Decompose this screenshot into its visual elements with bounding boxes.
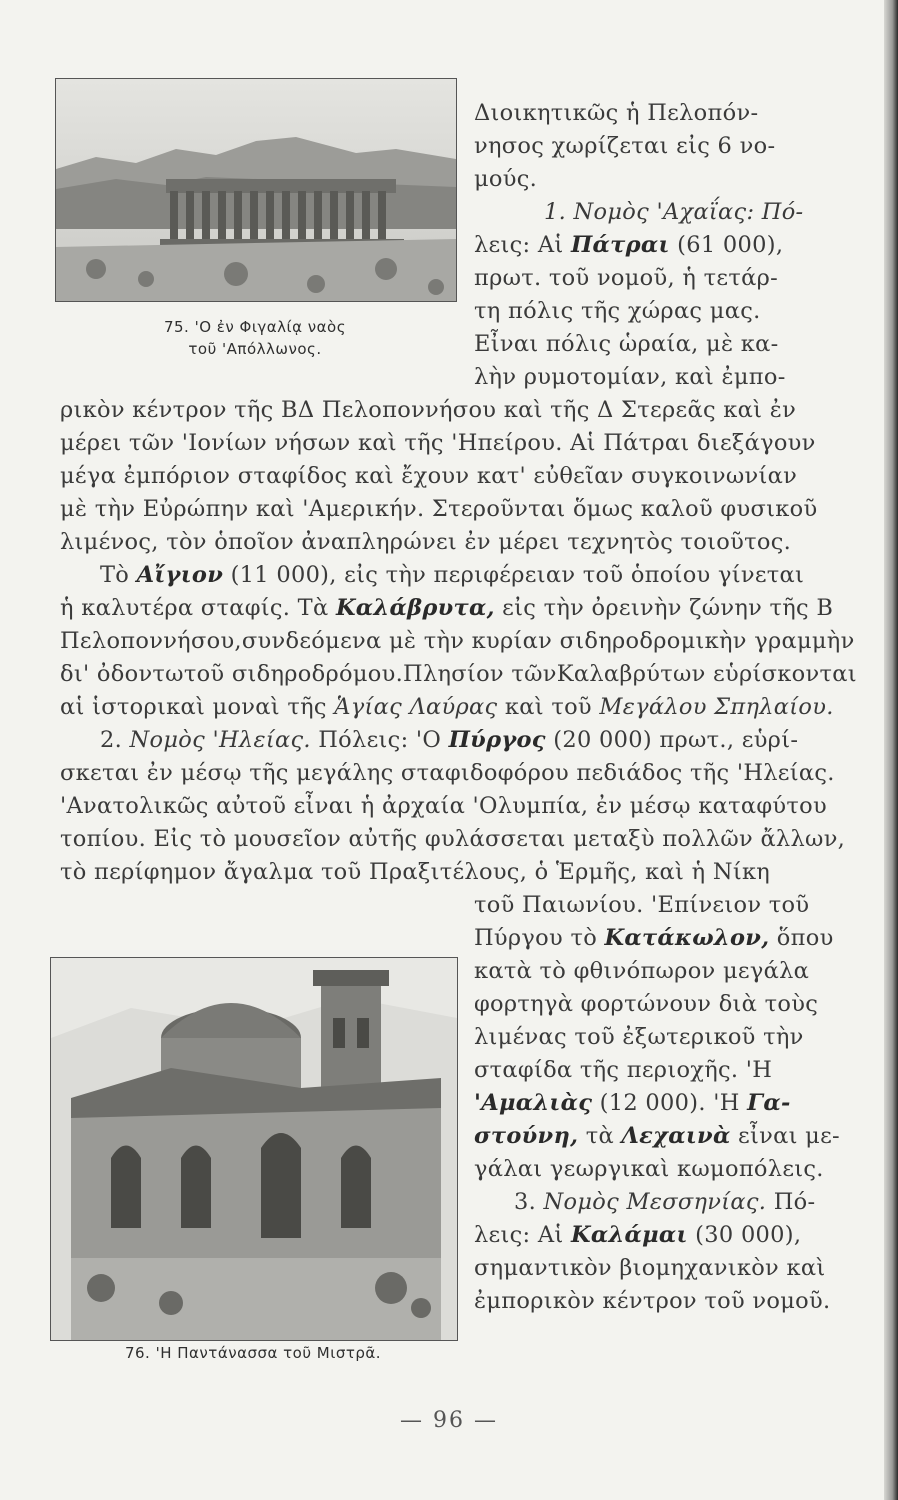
text-line: τὸ περίφημον ἄγαλμα τοῦ Πραξιτέλους, ὁ Ἑρμῆς, καὶ ἡ Νίκη [60,859,771,885]
text-line: σταφίδα τῆς περιοχῆς. 'Η [474,1057,773,1083]
text-line: μέρει τῶν 'Ιονίων νήσων καὶ τῆς 'Ηπείρου. Αἱ Πάτραι διεξάγουν [60,430,816,456]
text-line: λιμένας τοῦ ἐξωτερικοῦ τὴν [474,1024,804,1050]
text-line: δι' ὀδοντωτοῦ σιδηροδρόμου.Πλησίον τῶνΚαλαβρύτων εὑρίσκονται [60,661,857,687]
text-line: λὴν ρυμοτομίαν, καὶ ἐμπο- [474,364,786,390]
text-line: Τὸ Αἴγιον (11 000), εἰς τὴν περιφέρειαν τοῦ ὁποίου γίνεται [100,562,805,588]
figure-75-caption [60,316,450,360]
page-number: — 96 — [400,1408,498,1433]
text-line: μούς. [474,166,538,192]
text-line: τοπίου. Εἰς τὸ μουσεῖον αὐτῆς φυλάσσεται μεταξὺ πολλῶν ἄλλων, [60,826,846,852]
text-line: μὲ τὴν Εὐρώπην καὶ 'Αμερικήν. Στεροῦνται ὅμως καλοῦ φυσικοῦ [60,496,818,522]
text-line: σκεται ἐν μέσῳ τῆς μεγάλης σταφιδοφόρου πεδιάδος τῆς 'Ηλείας. [60,760,835,786]
text-line: Πελοποννήσου,συνδεόμενα μὲ τὴν κυρίαν σιδηροδρομικὴν γραμμὴν [60,628,855,654]
text-line: σημαντικὸν βιομηχανικὸν καὶ [474,1255,826,1281]
temple-photo [55,78,457,302]
text-line: λεις: Αἱ Πάτραι (61 000), [474,232,784,258]
text-line: πρωτ. τοῦ νομοῦ, ἡ τετάρ- [474,265,779,291]
text-line: ρικὸν κέντρον τῆς ΒΔ Πελοποννήσου καὶ τῆς Δ Στερεᾶς καὶ ἐν [60,397,797,423]
text-line: Εἶναι πόλις ὡραία, μὲ κα- [474,331,779,357]
text-line: κατὰ τὸ φθινόπωρον μεγάλα [474,958,810,984]
figure-75-caption-line1: 75. 'Ο ἐν Φιγαλίᾳ ναὸς [163,318,347,336]
text-line: Πύργου τὸ Κατάκωλον, ὅπου [474,925,834,951]
text-line: ἡ καλυτέρα σταφίς. Τὰ Καλάβρυτα, εἰς τὴν ὀρεινὴν ζώνην τῆς Β [60,595,834,621]
text-line: λεις: Αἱ Καλάμαι (30 000), [474,1222,802,1248]
text-line: 1. Νομὸς 'Αχαΐας: Πό- [544,199,804,225]
temple-illustration [56,79,456,301]
church-illustration [51,958,457,1340]
text-line: λιμένος, τὸν ὁποῖον ἀναπληρώνει ἐν μέρει τεχνητὸς τοιοῦτος. [60,529,792,555]
text-line: 3. Νομὸς Μεσσηνίας. Πό- [514,1189,816,1215]
text-line: 2. Νομὸς 'Ηλείας. Πόλεις: 'Ο Πύργος (20 000) πρωτ., εὑρί- [100,727,799,753]
figure-76-caption: 76. 'Η Παντάνασσα τοῦ Μιστρᾶ. [124,1344,382,1362]
text-line: μέγα ἐμπόριον σταφίδος καὶ ἔχουν κατ' εὐθεῖαν συγκοινωνίαν [60,463,798,489]
text-line: νησος χωρίζεται εἰς 6 νο- [474,133,776,159]
text-line: αἱ ἱστορικαὶ μοναὶ τῆς Ἁγίας Λαύρας καὶ τοῦ Μεγάλου Σπηλαίου. [60,694,834,720]
text-line: Διοικητικῶς ἡ Πελοπόν- [474,100,759,126]
text-line: ἐμπορικὸν κέντρον τοῦ νομοῦ. [474,1288,831,1314]
text-line: τη πόλις τῆς χώρας μας. [474,298,761,324]
text-line: 'Αμαλιὰς (12 000). 'Η Γα- [474,1090,791,1116]
figure-75-caption-line2: τοῦ 'Απόλλωνος. [188,340,322,358]
text-line: στούνη, τὰ Λεχαινὰ εἶναι με- [474,1123,840,1149]
text-line: 'Ανατολικῶς αὐτοῦ εἶναι ἡ ἀρχαία 'Ολυμπία, ἐν μέσῳ καταφύτου [60,793,827,819]
text-line: φορτηγὰ φορτώνουν διὰ τοὺς [474,991,819,1017]
text-line: τοῦ Παιωνίου. 'Επίνειον τοῦ [474,892,810,918]
church-photo [50,957,458,1341]
text-line: γάλαι γεωργικαὶ κωμοπόλεις. [474,1156,824,1182]
